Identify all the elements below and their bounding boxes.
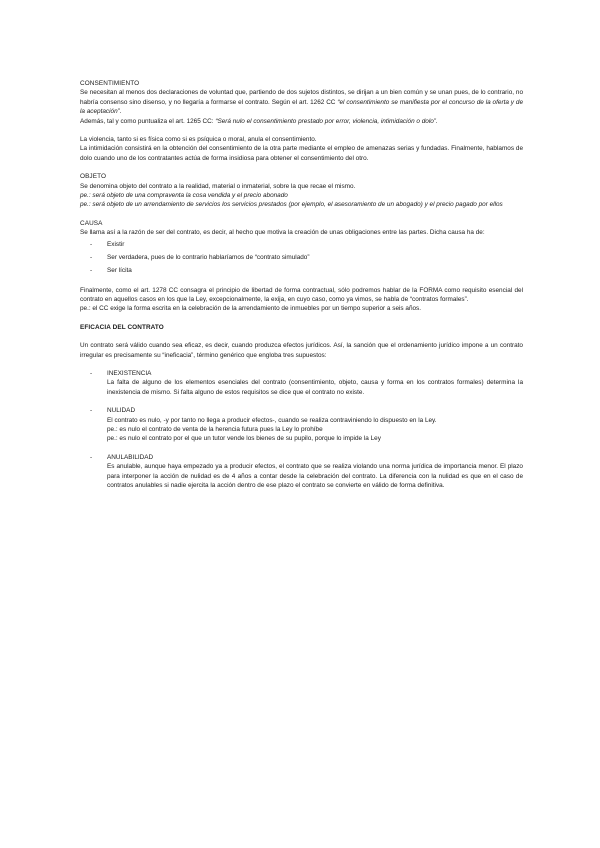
anulabilidad-block: - ANULABILIDAD Es anulable, aunque haya empezado ya a producir efectos, el contrato que se realiza violando una norma jurídica de importancia menor. El plazo para interponer la acción de nulidad es de 4 años a contar desde la celebración del contrato. La diferencia con la nulidad es que en el caso de contratos anulables si nadie ejercita la acción dentro de ese plazo el contrato se convierte en válido de forma definitiva.	[90, 453, 523, 490]
forma-example: pe.: el CC exige la forma escrita en la celebración de la arrendamiento de inmuebles por un tiempo superior a seis años.	[80, 305, 422, 313]
nulidad-block: - NULIDAD El contrato es nulo, -y por tanto no llega a producir efectos-, cuando se realiza contraviniendo lo dispuesto en la Ley. pe.: es nulo el contrato de venta de la herencia futura pues la Ley lo prohíbe pe.: es nulo el contrato por el que un tutor vende los bienes de su pupilo, porque lo impide la Ley	[80, 406, 523, 444]
anulabilidad-title: ANULABILIDAD	[107, 453, 154, 461]
list-item: - Ser lícita	[90, 264, 523, 277]
inexistencia-block: - INEXISTENCIA La falta de alguno de los elementos esenciales del contrato (consentimiento, objeto, causa y forma en los contratos formales) determina la inexistencia de mismo. Si falta alguno de estos requisitos se dice que el contrato no existe.	[90, 370, 523, 396]
nulidad-text: El contrato es nulo, -y por tanto no llega a producir efectos-, cuando se realiza contraviniendo lo dispuesto en la Ley.	[107, 416, 437, 424]
objeto-paragraph: Se denomina objeto del contrato a la realidad, material o inmaterial, sobre la que recae el mismo.	[80, 182, 356, 190]
nulidad-example-1: pe.: es nulo el contrato de venta de la herencia futura pues la Ley lo prohíbe	[107, 426, 323, 434]
consentimiento-heading: CONSENTIMIENTO	[80, 80, 140, 87]
list-item: - Ser verdadera, pues de lo contrario hablaríamos de “contrato simulado”	[90, 251, 523, 264]
eficacia-paragraph: Un contrato será válido cuando sea eficaz, es decir, cuando produzca efectos jurídicos. Así, la sanción que el ordenamiento jurídico impone a un contrato irregular es precisamente su “ineficacia”, término genérico que engloba tres supuestos:	[80, 342, 523, 359]
consentimiento-text: Además, tal y como puntualiza el art. 1265 CC:	[80, 117, 216, 125]
consentimiento-text: Se necesitan al menos dos declaraciones de voluntad que, partiendo de dos sujetos distintos, se dirijan a un bien común y se unan pues, de lo contrario, no habría consenso sino disenso, y no llegaría a formarse el contrato. Según el art. 1262 CC	[80, 89, 523, 106]
consentimiento-paragraph-2	[80, 117, 523, 126]
eficacia-heading: EFICACIA DEL CONTRATO	[80, 323, 164, 331]
objeto-example-2: pe.: será objeto de un arrendamiento de servicios los servicios prestados (por ejemplo, el asesoramiento de un abogado) y el precio pagado por ellos	[80, 201, 503, 209]
inexistencia-text: La falta de alguno de los elementos esenciales del contrato (consentimiento, objeto, causa y forma en los contratos formales) determina la inexistencia de mismo. Si falta alguno de estos requisitos se dice que el contrato no existe.	[107, 379, 523, 396]
causa-heading: CAUSA	[80, 219, 103, 227]
intimidacion-paragraph: La intimidación consistirá en la obtención del consentimiento de la otra parte mediante el empleo de amenazas serias y fundadas. Finalmente, hablamos de dolo cuando uno de los contratantes actúa de forma insidiosa para obtener el consentimiento del otro.	[80, 145, 523, 162]
nulidad-example-2: pe.: es nulo el contrato por el que un tutor vende los bienes de su pupilo, porque lo impide la Ley	[107, 435, 381, 443]
article-1262-quote: “el consentimiento se manifiesta por el concurso de la oferta y de la aceptación”.	[80, 98, 523, 116]
nulidad-title: NULIDAD	[107, 407, 136, 415]
objeto-heading: OBJETO	[80, 173, 107, 181]
violencia-paragraph: La violencia, tanto si es física como si es psíquica o moral, anula el consentimiento.	[80, 136, 317, 144]
list-item: - Existir	[90, 238, 523, 251]
article-1265-quote: “Será nulo el consentimiento prestado por error, violencia, intimidación o dolo”.	[215, 117, 438, 125]
forma-paragraph: Finalmente, como el art. 1278 CC consagra el principio de libertad de forma contractual, sólo podremos hablar de la FORMA como requisito esencial del contrato en aquellos casos en los que la Ley, excepcionalmente, la exija, en cuyo caso, como ya vimos, se habla de “contratos formales”.	[80, 286, 523, 303]
objeto-example-1: pe.: será objeto de una compraventa la cosa vendida y el precio abonado	[80, 192, 288, 200]
causa-paragraph: Se llama así a la razón de ser del contrato, es decir, al hecho que motiva la creación de unas obligaciones entre las partes. Dicha causa ha de:	[80, 229, 485, 237]
document-page	[80, 79, 523, 490]
inexistencia-title: INEXISTENCIA	[107, 370, 152, 378]
anulabilidad-text: Es anulable, aunque haya empezado ya a producir efectos, el contrato que se realiza violando una norma jurídica de importancia menor. El plazo para interponer la acción de nulidad es de 4 años a contar desde la celebración del contrato. La diferencia con la nulidad es que en el caso de contratos anulables si nadie ejercita la acción dentro de ese plazo el contrato se convierte en válido de forma definitiva.	[107, 463, 523, 490]
consentimiento-paragraph-1	[80, 88, 523, 116]
causa-requirements-list	[80, 238, 523, 278]
